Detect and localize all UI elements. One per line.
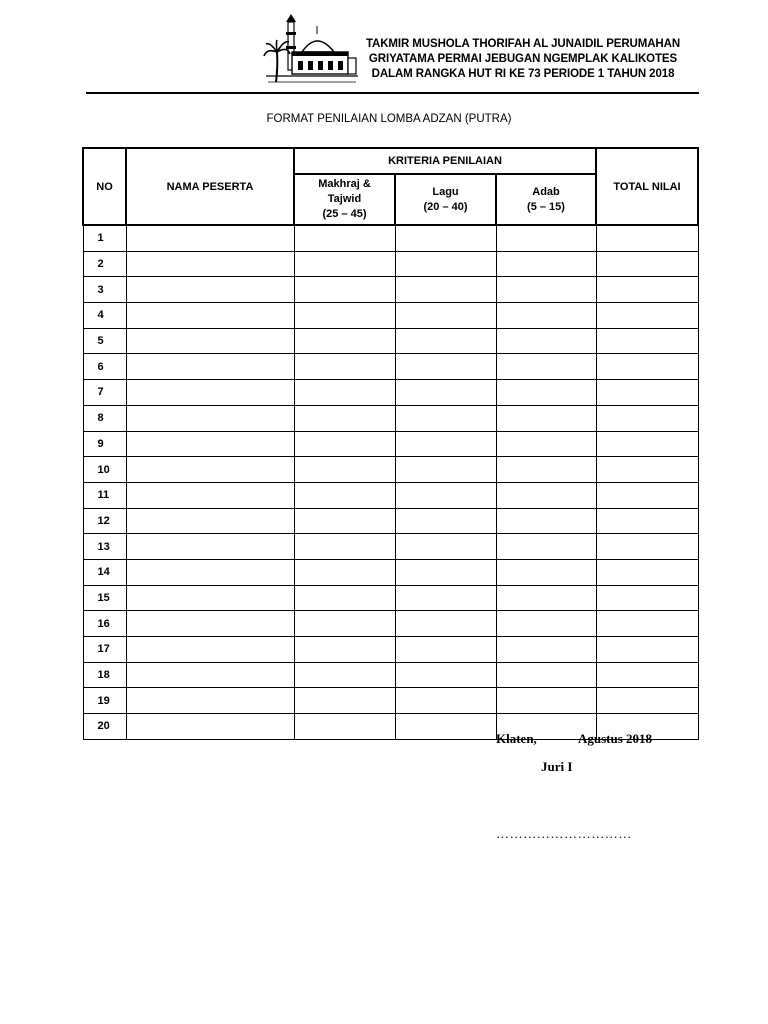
table-row [83,508,698,534]
participant-name-cell[interactable] [126,559,294,585]
makhraj-score-cell[interactable] [294,688,395,714]
total-score-cell[interactable] [596,405,698,431]
table-row [83,405,698,431]
makhraj-score-cell[interactable] [294,585,395,611]
table-row [83,585,698,611]
date: Agustus 2018 [578,731,653,746]
table-row [83,611,698,637]
makhraj-score-cell[interactable] [294,662,395,688]
row-number: 17 [83,637,126,663]
header-name: NAMA PESERTA [126,148,294,225]
table-row [83,303,698,329]
adab-score-cell[interactable] [496,303,596,329]
lagu-score-cell[interactable] [395,354,496,380]
lagu-score-cell[interactable] [395,251,496,277]
lagu-score-cell[interactable] [395,662,496,688]
participant-name-cell[interactable] [126,662,294,688]
row-number: 5 [83,328,126,354]
adab-score-cell[interactable] [496,405,596,431]
makhraj-score-cell[interactable] [294,559,395,585]
row-number: 19 [83,688,126,714]
place-date [496,731,652,747]
jury-label: Juri I [541,759,573,774]
total-score-cell[interactable] [596,559,698,585]
adab-score-cell[interactable] [496,225,596,251]
header-total: TOTAL NILAI [596,148,698,225]
total-score-cell[interactable] [596,303,698,329]
header-line-1: TAKMIR MUSHOLA THORIFAH AL JUNAIDIL PERUMAHAN [365,38,681,50]
participant-name-cell[interactable] [126,225,294,251]
adab-score-cell[interactable] [496,688,596,714]
makhraj-score-cell[interactable] [294,303,395,329]
lagu-score-cell[interactable] [395,688,496,714]
adab-score-cell[interactable] [496,380,596,406]
form-title: FORMAT PENILAIAN LOMBA ADZAN (PUTRA) [266,113,512,125]
row-number: 10 [83,457,126,483]
participant-name-cell[interactable] [126,637,294,663]
participant-name-cell[interactable] [126,457,294,483]
row-number: 3 [83,277,126,303]
header-no: NO [83,148,126,225]
signature-line: ………………………… [496,826,632,841]
adab-score-cell[interactable] [496,585,596,611]
participant-name-cell[interactable] [126,303,294,329]
row-number: 2 [83,251,126,277]
adab-score-cell[interactable] [496,662,596,688]
row-number: 12 [83,508,126,534]
participant-name-cell[interactable] [126,534,294,560]
table-row [83,380,698,406]
participant-name-cell[interactable] [126,688,294,714]
participant-name-cell[interactable] [126,611,294,637]
adab-score-cell[interactable] [496,534,596,560]
makhraj-score-cell[interactable] [294,457,395,483]
lagu-score-cell[interactable] [395,508,496,534]
organization-header [356,37,690,82]
row-number: 7 [83,380,126,406]
table-row [83,637,698,663]
total-score-cell[interactable] [596,611,698,637]
table-row [83,482,698,508]
lagu-score-cell[interactable] [395,431,496,457]
table-row [83,354,698,380]
mosque-icon [262,12,362,90]
participant-name-cell[interactable] [126,431,294,457]
row-number: 11 [83,482,126,508]
table-row [83,277,698,303]
participant-name-cell[interactable] [126,251,294,277]
header-line-2: GRIYATAMA PERMAI JEBUGAN NGEMPLAK KALIKOTES [368,53,678,65]
row-number: 9 [83,431,126,457]
makhraj-score-cell[interactable] [294,508,395,534]
row-number: 18 [83,662,126,688]
makhraj-score-cell[interactable] [294,225,395,251]
participant-name-cell[interactable] [126,714,294,740]
makhraj-score-cell[interactable] [294,251,395,277]
adab-score-cell[interactable] [496,482,596,508]
lagu-score-cell[interactable] [395,559,496,585]
adab-score-cell[interactable] [496,508,596,534]
makhraj-score-cell[interactable] [294,405,395,431]
table-row [83,225,698,251]
row-number: 1 [83,225,126,251]
lagu-score-cell[interactable] [395,611,496,637]
makhraj-score-cell[interactable] [294,354,395,380]
makhraj-score-cell[interactable] [294,534,395,560]
adab-score-cell[interactable] [496,251,596,277]
lagu-score-cell[interactable] [395,534,496,560]
table-row [83,534,698,560]
total-score-cell[interactable] [596,354,698,380]
makhraj-score-cell[interactable] [294,637,395,663]
row-number: 4 [83,303,126,329]
row-number: 16 [83,611,126,637]
total-score-cell[interactable] [596,328,698,354]
total-score-cell[interactable] [596,637,698,663]
participant-name-cell[interactable] [126,508,294,534]
lagu-score-cell[interactable] [395,277,496,303]
lagu-score-cell[interactable] [395,585,496,611]
criteria-lagu: Lagu (20 – 40) [395,174,496,225]
row-number: 20 [83,714,126,740]
makhraj-score-cell[interactable] [294,611,395,637]
header-divider [86,92,699,94]
total-score-cell[interactable] [596,585,698,611]
participant-name-cell[interactable] [126,585,294,611]
participant-name-cell[interactable] [126,380,294,406]
table-row [83,662,698,688]
total-score-cell[interactable] [596,457,698,483]
table-body [83,225,698,739]
lagu-score-cell[interactable] [395,303,496,329]
adab-score-cell[interactable] [496,277,596,303]
row-number: 15 [83,585,126,611]
row-number: 6 [83,354,126,380]
total-score-cell[interactable] [596,508,698,534]
lagu-score-cell[interactable] [395,225,496,251]
adab-score-cell[interactable] [496,354,596,380]
header-criteria: KRITERIA PENILAIAN [294,148,596,174]
makhraj-score-cell[interactable] [294,431,395,457]
table-row [83,431,698,457]
adab-score-cell[interactable] [496,328,596,354]
adab-score-cell[interactable] [496,457,596,483]
table-row [83,457,698,483]
total-score-cell[interactable] [596,251,698,277]
criteria-adab: Adab (5 – 15) [496,174,596,225]
adab-score-cell[interactable] [496,611,596,637]
total-score-cell[interactable] [596,534,698,560]
participant-name-cell[interactable] [126,482,294,508]
lagu-score-cell[interactable] [395,714,496,740]
adab-score-cell[interactable] [496,637,596,663]
participant-name-cell[interactable] [126,354,294,380]
city: Klaten, [496,731,537,746]
table-row [83,688,698,714]
total-score-cell[interactable] [596,482,698,508]
makhraj-score-cell[interactable] [294,380,395,406]
lagu-score-cell[interactable] [395,328,496,354]
total-score-cell[interactable] [596,688,698,714]
total-score-cell[interactable] [596,431,698,457]
makhraj-score-cell[interactable] [294,277,395,303]
table-row [83,559,698,585]
participant-name-cell[interactable] [126,328,294,354]
lagu-score-cell[interactable] [395,637,496,663]
adab-score-cell[interactable] [496,431,596,457]
lagu-score-cell[interactable] [395,405,496,431]
score-table [82,147,699,740]
row-number: 8 [83,405,126,431]
total-score-cell[interactable] [596,662,698,688]
row-number: 13 [83,534,126,560]
table-row [83,328,698,354]
lagu-score-cell[interactable] [395,482,496,508]
total-score-cell[interactable] [596,225,698,251]
participant-name-cell[interactable] [126,405,294,431]
adab-score-cell[interactable] [496,559,596,585]
participant-name-cell[interactable] [126,277,294,303]
lagu-score-cell[interactable] [395,380,496,406]
makhraj-score-cell[interactable] [294,328,395,354]
lagu-score-cell[interactable] [395,457,496,483]
header-line-3: DALAM RANGKA HUT RI KE 73 PERIODE 1 TAHUN 2018 [371,68,675,80]
table-row [83,251,698,277]
makhraj-score-cell[interactable] [294,714,395,740]
total-score-cell[interactable] [596,277,698,303]
makhraj-score-cell[interactable] [294,482,395,508]
row-number: 14 [83,559,126,585]
total-score-cell[interactable] [596,380,698,406]
criteria-makhraj: Makhraj & Tajwid (25 – 45) [294,174,395,225]
